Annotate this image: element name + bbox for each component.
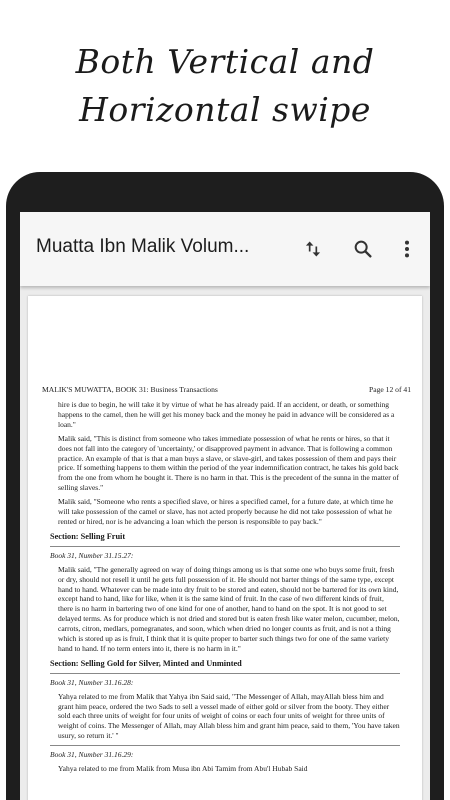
paragraph: Yahya related to me from Malik that Yahya ibn Said said, "The Messenger of Allah, mayAllah bless him and grant him peace, ordered the two Sads to sell a vessel made of either gold or silver from the booty. They either sold each three units of weight for four units of weight of coins or each four units of weight for three units of weight of coins. The Messenger of Allah, may Allah bless him and grant him peace, said to them, 'You have taken usury, so return it.' "	[58, 691, 400, 741]
more-vert-icon	[403, 238, 411, 260]
swap-vertical-icon	[303, 239, 323, 259]
promo-headline	[0, 38, 450, 134]
divider	[50, 673, 400, 674]
paragraph: Malik said, "Someone who rents a specified slave, or hires a specified camel, for a future date, at which time he will take possession of the camel or slave, has not acted properly because he did not take possession of what he rented or hired, nor is he advancing a loan which the person is responsible to pay back."	[58, 497, 394, 526]
swipe-direction-button[interactable]	[298, 234, 328, 264]
search-button[interactable]	[348, 234, 378, 264]
paragraph: Malik said, "This is distinct from someone who takes immediate possession of what he rents or hires, so that it does not fall into the category of 'uncertainty,' or disapproved payment in advance. That is following a common practice. An example of that is that a man buys a slave, or slave-girl, and takes possession of them and pays their price. If something happens to them within the period of the year indemnification contract, he takes his gold back from the one from whom he bought it. There is no harm in that. This is the precedent of the sunna in the matter of selling slaves."	[58, 433, 399, 493]
paragraph: Yahya related to me from Malik from Musa ibn Abi Tamim from Abu'l Hubab Said	[58, 764, 308, 774]
pdf-page[interactable]	[28, 296, 422, 800]
overflow-menu-button[interactable]	[392, 234, 422, 264]
running-title: MALIK'S MUWATTA, BOOK 31: Business Transactions	[42, 385, 218, 394]
divider	[50, 546, 400, 547]
page-text	[50, 400, 400, 778]
paragraph: Malik said, "The generally agreed on way of doing things among us is that some one who buys some fruit, fresh or dry, should not resell it until he gets full possession of it. He should not barter things of the same type, except hand to hand. Whatever can be made into dry fruit to be stored and eaten, should not be bartered for its own kind, except hand to hand, like for like, when it is the same kind of fruit. In the case of two different kinds of fruit, there is no harm in bartering two of one kind for one of another, hand to hand on the spot. It is not good to set delayed terms. As for produce which is not dried and stored but is eaten fresh like water melon, cucumber, melon, carrots, citron, medlars, pomegranates, and soon, which when dried no longer counts as fruit, and is not a thing which is stored up as is fruit, I think that it is quite proper to barter such things two for one of the same variety hand to hand. If no term enters into it, there is no harm in it."	[58, 564, 400, 653]
hadith-reference: Book 31, Number 31.16.28:	[50, 677, 134, 687]
hadith-reference: Book 31, Number 31.15.27:	[50, 550, 134, 560]
search-icon	[352, 238, 374, 260]
section-heading: Section: Selling Gold for Silver, Minted and Unminted	[50, 658, 242, 668]
hadith-reference: Book 31, Number 31.16.29:	[50, 750, 134, 760]
page-number: Page 12 of 41	[369, 385, 411, 394]
app-screen	[20, 212, 430, 800]
paragraph: hire is due to begin, he will take it by virtue of what he has already paid. If an accident, or death, or something happens to the camel, then he will get his money back and the money he paid in advance will be considered as a loan."	[58, 400, 395, 429]
app-toolbar	[20, 212, 430, 286]
divider	[50, 745, 400, 746]
promo-headline-line1: Both Vertical and	[75, 42, 375, 81]
document-title: Muatta Ibn Malik Volum...	[36, 236, 250, 257]
section-heading: Section: Selling Fruit	[50, 531, 126, 541]
promo-headline-line2: Horizontal swipe	[79, 90, 371, 129]
